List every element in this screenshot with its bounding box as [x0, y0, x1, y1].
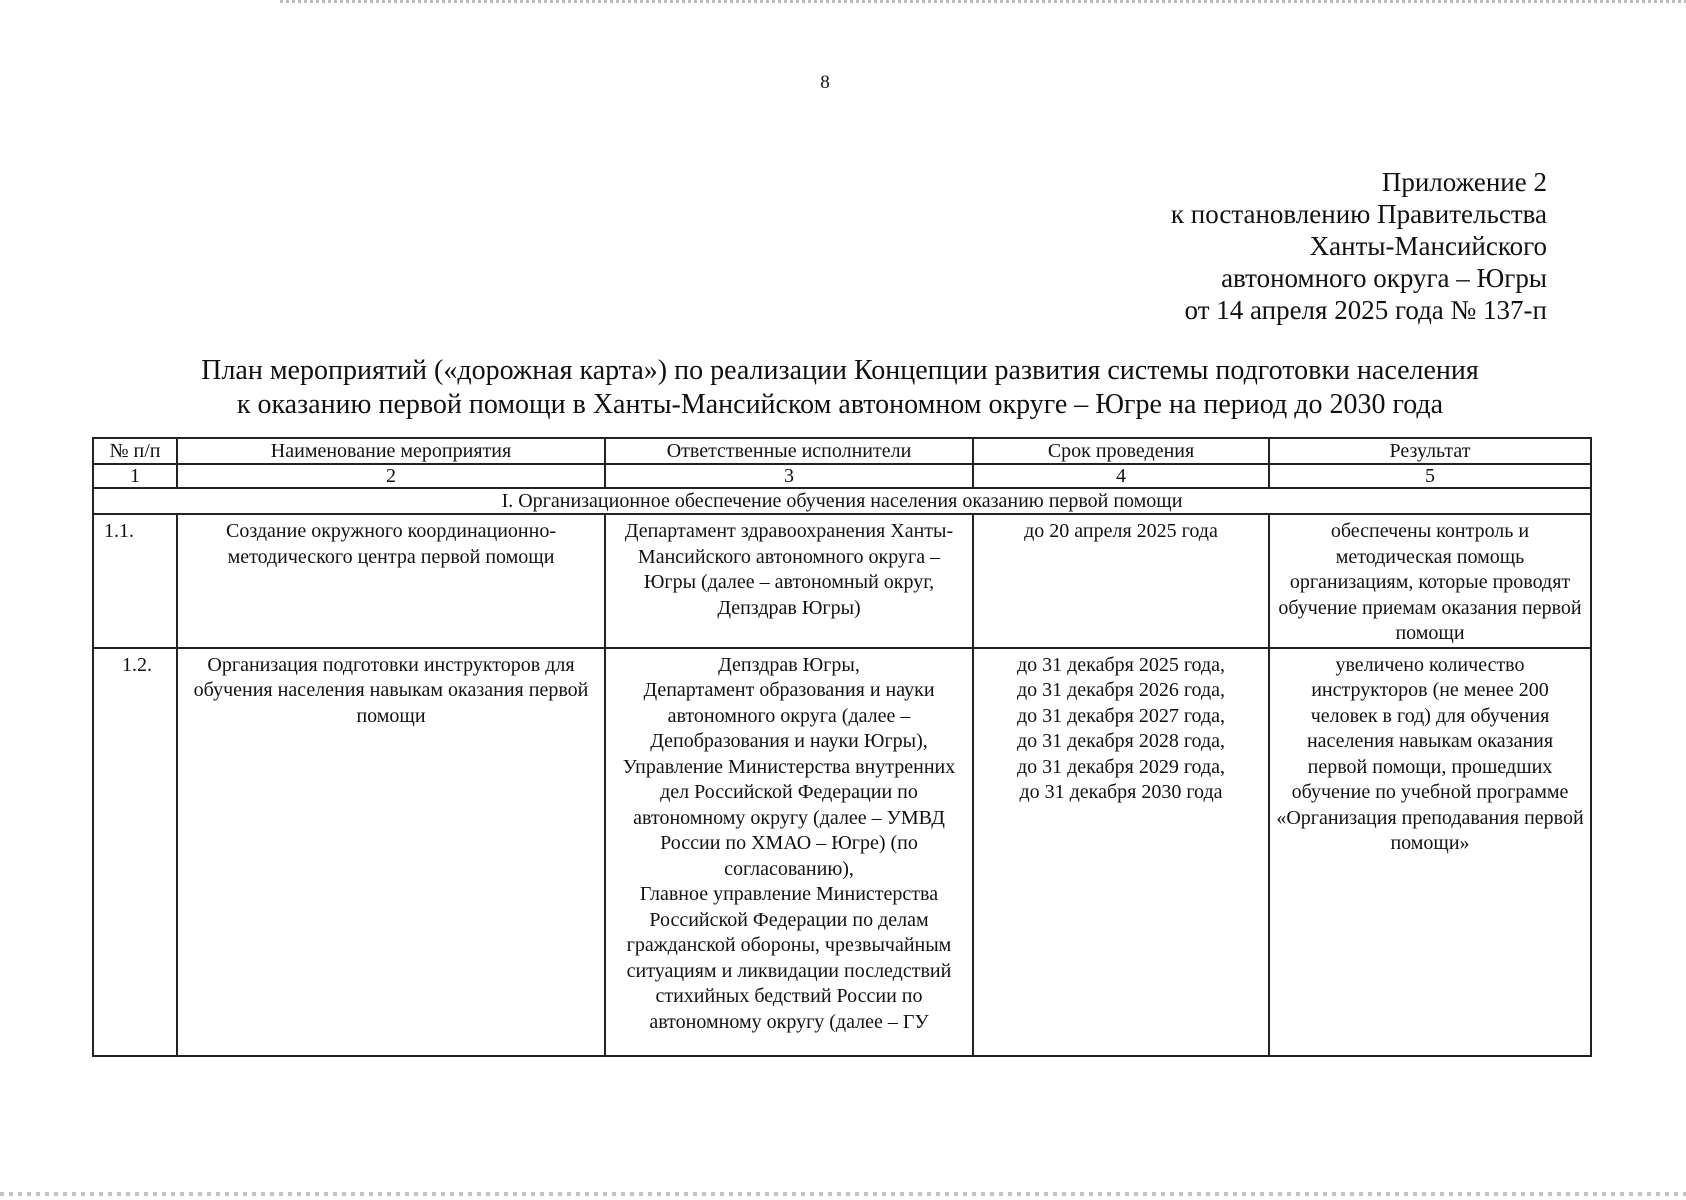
- row-activity: Организация подготовки инструкторов для обучения населения навыкам оказания первой помощи: [177, 648, 605, 1056]
- appendix-line: автономного округа – Югры: [1221, 263, 1547, 293]
- header-executors: Ответственные исполнители: [605, 438, 973, 464]
- roadmap-table: [92, 437, 1592, 1057]
- appendix-block: [1171, 166, 1547, 326]
- appendix-line: к постановлению Правительства: [1170, 199, 1547, 229]
- appendix-line: Приложение 2: [1381, 167, 1547, 197]
- section-row: [93, 488, 1591, 514]
- header-number: № п/п: [93, 438, 177, 464]
- column-number: 4: [973, 464, 1269, 488]
- column-number: 3: [605, 464, 973, 488]
- column-number-row: [93, 464, 1591, 488]
- column-number: 1: [93, 464, 177, 488]
- column-number: 2: [177, 464, 605, 488]
- scan-edge-bottom: [0, 1192, 1686, 1196]
- section-title: I. Организационное обеспечение обучения населения оказанию первой помощи: [93, 488, 1591, 514]
- row-number: 1.1.: [93, 514, 177, 648]
- row-executors: Департамент здравоохранения Ханты-Мансийского автономного округа – Югры (далее – автономный округ, Депздрав Югры): [605, 514, 973, 648]
- page-number: 8: [820, 72, 830, 93]
- row-number: 1.2.: [93, 648, 177, 1056]
- row-result: увеличено количество инструкторов (не менее 200 человек в год) для обучения населения навыкам оказания первой помощи, прошедших обучение по учебной программе «Организация преподавания первой помощи»: [1269, 648, 1591, 1056]
- table-row: [93, 648, 1591, 1056]
- row-executors: Депздрав Югры, Департамент образования и науки автономного округа (далее – Депобразования и науки Югры), Управление Министерства внутренних дел Российской Федерации по автономному округу (далее – УМВД России по ХМАО – Югре) (по согласованию), Главное управление Министерства Российской Федерации по делам гражданской обороны, чрезвычайным ситуациям и ликвидации последствий стихийных бедствий России по автономному округу (далее – ГУ: [605, 648, 973, 1056]
- document-title: [90, 354, 1590, 422]
- appendix-line: Ханты-Мансийского: [1309, 231, 1547, 261]
- column-number: 5: [1269, 464, 1591, 488]
- row-activity: Создание окружного координационно-методического центра первой помощи: [177, 514, 605, 648]
- header-deadline: Срок проведения: [973, 438, 1269, 464]
- row-deadline: до 20 апреля 2025 года: [973, 514, 1269, 648]
- header-result: Результат: [1269, 438, 1591, 464]
- appendix-line: от 14 апреля 2025 года № 137-п: [1184, 295, 1547, 325]
- row-deadline: до 31 декабря 2025 года, до 31 декабря 2026 года, до 31 декабря 2027 года, до 31 декабря 2028 года, до 31 декабря 2029 года, до 31 декабря 2030 года: [973, 648, 1269, 1056]
- document-title-line: к оказанию первой помощи в Ханты-Мансийском автономном округе – Югре на период до 2030 года: [236, 389, 1444, 420]
- table-header-row: [93, 438, 1591, 464]
- scan-edge-top: [280, 0, 1686, 3]
- row-result: обеспечены контроль и методическая помощь организациям, которые проводят обучение приемам оказания первой помощи: [1269, 514, 1591, 648]
- table-row: [93, 514, 1591, 648]
- header-activity: Наименование мероприятия: [177, 438, 605, 464]
- document-title-line: План мероприятий («дорожная карта») по реализации Концепции развития системы подготовки населения: [201, 355, 1479, 386]
